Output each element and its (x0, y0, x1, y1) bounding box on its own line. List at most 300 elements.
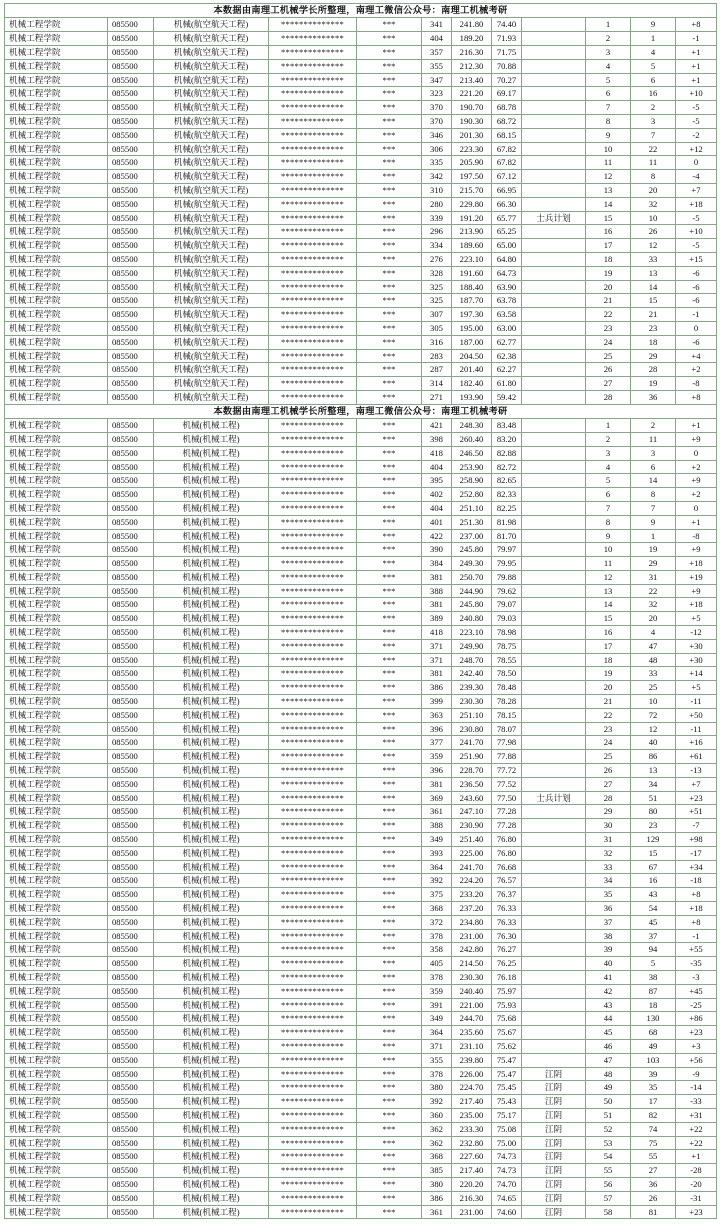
retest-score-cell: 221.20 (452, 87, 492, 101)
candidate-id-cell: ************** (269, 46, 357, 60)
major-code-cell: 085500 (108, 971, 154, 985)
final-rank-cell: 35 (586, 888, 631, 902)
major-name-cell: 机械(航空航天工程) (154, 390, 269, 404)
school-cell: 机械工程学院 (5, 1108, 108, 1122)
initial-score-cell: 396 (422, 764, 452, 778)
school-cell: 机械工程学院 (5, 156, 108, 170)
total-score-cell: 77.50 (492, 791, 522, 805)
table-row (5, 239, 717, 253)
initial-rank-cell: 19 (631, 377, 676, 391)
section-note: 本数据由南理工机械学长所整理，南理工微信公众号：南理工机械考研 (5, 404, 717, 418)
total-score-cell: 67.82 (492, 156, 522, 170)
initial-score-cell: 386 (422, 1191, 452, 1205)
retest-score-cell: 241.70 (452, 860, 492, 874)
final-rank-cell: 57 (586, 1191, 631, 1205)
total-score-cell: 66.30 (492, 197, 522, 211)
candidate-id-cell: ************** (269, 695, 357, 709)
section-note: 本数据由南理工机械学长所整理，南理工微信公众号：南理工机械考研 (5, 4, 717, 18)
candidate-name-cell: *** (357, 32, 422, 46)
initial-rank-cell: 11 (631, 156, 676, 170)
rank-change-cell: +9 (676, 432, 717, 446)
table-row (5, 377, 717, 391)
retest-score-cell: 242.80 (452, 943, 492, 957)
initial-score-cell: 359 (422, 984, 452, 998)
rank-change-cell: +1 (676, 515, 717, 529)
rank-change-cell: +9 (676, 543, 717, 557)
initial-rank-cell: 14 (631, 280, 676, 294)
school-cell: 机械工程学院 (5, 1081, 108, 1095)
initial-score-cell: 390 (422, 543, 452, 557)
table-row (5, 114, 717, 128)
school-cell: 机械工程学院 (5, 722, 108, 736)
retest-score-cell: 220.20 (452, 1177, 492, 1191)
major-name-cell: 机械(航空航天工程) (154, 321, 269, 335)
total-score-cell: 63.00 (492, 321, 522, 335)
major-code-cell: 085500 (108, 860, 154, 874)
candidate-id-cell: ************** (269, 1026, 357, 1040)
final-rank-cell: 27 (586, 377, 631, 391)
retest-score-cell: 236.50 (452, 777, 492, 791)
school-cell: 机械工程学院 (5, 321, 108, 335)
plan-note-cell (522, 543, 586, 557)
major-name-cell: 机械(航空航天工程) (154, 114, 269, 128)
final-rank-cell: 9 (586, 529, 631, 543)
retest-score-cell: 240.80 (452, 612, 492, 626)
candidate-name-cell: *** (357, 529, 422, 543)
candidate-name-cell: *** (357, 1081, 422, 1095)
major-name-cell: 机械(机械工程) (154, 998, 269, 1012)
table-row (5, 971, 717, 985)
initial-rank-cell: 6 (631, 460, 676, 474)
plan-note-cell (522, 695, 586, 709)
school-cell: 机械工程学院 (5, 363, 108, 377)
total-score-cell: 78.48 (492, 681, 522, 695)
table-row (5, 846, 717, 860)
table-row (5, 708, 717, 722)
retest-score-cell: 213.40 (452, 73, 492, 87)
plan-note-cell: 江阴 (522, 1205, 586, 1219)
school-cell: 机械工程学院 (5, 764, 108, 778)
initial-score-cell: 381 (422, 598, 452, 612)
retest-score-cell: 229.80 (452, 197, 492, 211)
candidate-name-cell: *** (357, 626, 422, 640)
initial-rank-cell: 33 (631, 667, 676, 681)
retest-score-cell: 241.80 (452, 18, 492, 32)
retest-score-cell: 230.30 (452, 695, 492, 709)
school-cell: 机械工程学院 (5, 252, 108, 266)
major-name-cell: 机械(航空航天工程) (154, 335, 269, 349)
retest-score-cell: 228.70 (452, 764, 492, 778)
retest-score-cell: 221.00 (452, 998, 492, 1012)
major-name-cell: 机械(航空航天工程) (154, 73, 269, 87)
plan-note-cell: 士兵计划 (522, 791, 586, 805)
final-rank-cell: 3 (586, 446, 631, 460)
plan-note-cell (522, 280, 586, 294)
candidate-id-cell: ************** (269, 902, 357, 916)
candidate-id-cell: ************** (269, 294, 357, 308)
major-code-cell: 085500 (108, 1012, 154, 1026)
rank-change-cell: 0 (676, 501, 717, 515)
major-name-cell: 机械(机械工程) (154, 1205, 269, 1219)
initial-rank-cell: 68 (631, 1026, 676, 1040)
final-rank-cell: 56 (586, 1177, 631, 1191)
major-code-cell: 085500 (108, 1136, 154, 1150)
major-code-cell: 085500 (108, 308, 154, 322)
candidate-id-cell: ************** (269, 998, 357, 1012)
initial-score-cell: 364 (422, 860, 452, 874)
final-rank-cell: 2 (586, 432, 631, 446)
initial-score-cell: 368 (422, 902, 452, 916)
initial-rank-cell: 5 (631, 59, 676, 73)
candidate-id-cell: ************** (269, 501, 357, 515)
total-score-cell: 78.75 (492, 639, 522, 653)
final-rank-cell: 32 (586, 846, 631, 860)
final-rank-cell: 43 (586, 998, 631, 1012)
major-code-cell: 085500 (108, 543, 154, 557)
initial-rank-cell: 36 (631, 1177, 676, 1191)
total-score-cell: 81.70 (492, 529, 522, 543)
plan-note-cell (522, 529, 586, 543)
major-name-cell: 机械(航空航天工程) (154, 294, 269, 308)
candidate-name-cell: *** (357, 225, 422, 239)
table-row (5, 488, 717, 502)
final-rank-cell: 5 (586, 474, 631, 488)
plan-note-cell (522, 860, 586, 874)
rank-change-cell: -35 (676, 957, 717, 971)
major-code-cell: 085500 (108, 280, 154, 294)
major-code-cell: 085500 (108, 128, 154, 142)
initial-rank-cell: 1 (631, 32, 676, 46)
initial-score-cell: 421 (422, 419, 452, 433)
initial-rank-cell: 43 (631, 888, 676, 902)
rank-change-cell: +34 (676, 860, 717, 874)
candidate-id-cell: ************** (269, 1136, 357, 1150)
rank-change-cell: -6 (676, 280, 717, 294)
major-code-cell: 085500 (108, 1081, 154, 1095)
major-name-cell: 机械(机械工程) (154, 1081, 269, 1095)
final-rank-cell: 1 (586, 18, 631, 32)
retest-score-cell: 233.20 (452, 888, 492, 902)
major-name-cell: 机械(航空航天工程) (154, 363, 269, 377)
table-row (5, 777, 717, 791)
retest-score-cell: 223.10 (452, 626, 492, 640)
candidate-id-cell: ************** (269, 543, 357, 557)
total-score-cell: 83.48 (492, 419, 522, 433)
initial-rank-cell: 32 (631, 197, 676, 211)
initial-score-cell: 369 (422, 791, 452, 805)
candidate-name-cell: *** (357, 667, 422, 681)
candidate-id-cell: ************** (269, 515, 357, 529)
candidate-name-cell: *** (357, 390, 422, 404)
total-score-cell: 82.33 (492, 488, 522, 502)
candidate-name-cell: *** (357, 156, 422, 170)
final-rank-cell: 36 (586, 902, 631, 916)
rank-change-cell: -8 (676, 529, 717, 543)
school-cell: 机械工程学院 (5, 225, 108, 239)
rank-change-cell: +30 (676, 653, 717, 667)
rank-change-cell: -11 (676, 722, 717, 736)
total-score-cell: 82.65 (492, 474, 522, 488)
final-rank-cell: 37 (586, 915, 631, 929)
candidate-id-cell: ************** (269, 667, 357, 681)
initial-rank-cell: 8 (631, 170, 676, 184)
initial-rank-cell: 103 (631, 1053, 676, 1067)
candidate-id-cell: ************** (269, 73, 357, 87)
total-score-cell: 75.93 (492, 998, 522, 1012)
initial-rank-cell: 35 (631, 1081, 676, 1095)
school-cell: 机械工程学院 (5, 294, 108, 308)
major-name-cell: 机械(机械工程) (154, 777, 269, 791)
final-rank-cell: 31 (586, 833, 631, 847)
candidate-id-cell: ************** (269, 984, 357, 998)
major-name-cell: 机械(机械工程) (154, 929, 269, 943)
school-cell: 机械工程学院 (5, 1095, 108, 1109)
total-score-cell: 75.17 (492, 1108, 522, 1122)
table-row (5, 73, 717, 87)
initial-score-cell: 391 (422, 998, 452, 1012)
school-cell: 机械工程学院 (5, 183, 108, 197)
candidate-id-cell: ************** (269, 681, 357, 695)
final-rank-cell: 25 (586, 750, 631, 764)
final-rank-cell: 17 (586, 239, 631, 253)
major-code-cell: 085500 (108, 998, 154, 1012)
total-score-cell: 74.60 (492, 1205, 522, 1219)
candidate-id-cell: ************** (269, 239, 357, 253)
table-row (5, 1177, 717, 1191)
major-name-cell: 机械(航空航天工程) (154, 266, 269, 280)
plan-note-cell (522, 349, 586, 363)
final-rank-cell: 12 (586, 170, 631, 184)
retest-score-cell: 258.90 (452, 474, 492, 488)
school-cell: 机械工程学院 (5, 349, 108, 363)
rank-change-cell: -5 (676, 211, 717, 225)
retest-score-cell: 191.60 (452, 266, 492, 280)
candidate-id-cell: ************** (269, 1164, 357, 1178)
retest-score-cell: 252.80 (452, 488, 492, 502)
initial-rank-cell: 72 (631, 708, 676, 722)
table-row (5, 653, 717, 667)
retest-score-cell: 249.90 (452, 639, 492, 653)
retest-score-cell: 225.00 (452, 846, 492, 860)
final-rank-cell: 16 (586, 225, 631, 239)
initial-rank-cell: 6 (631, 73, 676, 87)
school-cell: 机械工程学院 (5, 18, 108, 32)
initial-rank-cell: 10 (631, 211, 676, 225)
candidate-name-cell: *** (357, 197, 422, 211)
candidate-name-cell: *** (357, 1095, 422, 1109)
school-cell: 机械工程学院 (5, 266, 108, 280)
major-code-cell: 085500 (108, 211, 154, 225)
candidate-id-cell: ************** (269, 529, 357, 543)
initial-rank-cell: 27 (631, 1164, 676, 1178)
candidate-name-cell: *** (357, 598, 422, 612)
rank-change-cell: +7 (676, 777, 717, 791)
final-rank-cell: 49 (586, 1081, 631, 1095)
major-name-cell: 机械(机械工程) (154, 819, 269, 833)
major-name-cell: 机械(机械工程) (154, 1108, 269, 1122)
plan-note-cell (522, 266, 586, 280)
initial-score-cell: 355 (422, 1053, 452, 1067)
school-cell: 机械工程学院 (5, 32, 108, 46)
final-rank-cell: 24 (586, 736, 631, 750)
retest-score-cell: 245.80 (452, 543, 492, 557)
retest-score-cell: 248.70 (452, 653, 492, 667)
initial-rank-cell: 4 (631, 626, 676, 640)
major-name-cell: 机械(航空航天工程) (154, 197, 269, 211)
school-cell: 机械工程学院 (5, 626, 108, 640)
table-row (5, 1053, 717, 1067)
school-cell: 机械工程学院 (5, 777, 108, 791)
candidate-name-cell: *** (357, 1191, 422, 1205)
candidate-id-cell: ************** (269, 860, 357, 874)
candidate-id-cell: ************** (269, 653, 357, 667)
final-rank-cell: 27 (586, 777, 631, 791)
candidate-name-cell: *** (357, 1012, 422, 1026)
school-cell: 机械工程学院 (5, 529, 108, 543)
rank-change-cell: 0 (676, 321, 717, 335)
final-rank-cell: 7 (586, 501, 631, 515)
school-cell: 机械工程学院 (5, 998, 108, 1012)
table-row (5, 819, 717, 833)
final-rank-cell: 42 (586, 984, 631, 998)
initial-score-cell: 361 (422, 805, 452, 819)
candidate-id-cell: ************** (269, 1177, 357, 1191)
initial-rank-cell: 10 (631, 695, 676, 709)
retest-score-cell: 235.60 (452, 1026, 492, 1040)
initial-rank-cell: 7 (631, 501, 676, 515)
section-note-row (5, 404, 717, 418)
initial-rank-cell: 36 (631, 390, 676, 404)
major-code-cell: 085500 (108, 1108, 154, 1122)
final-rank-cell: 21 (586, 695, 631, 709)
major-name-cell: 机械(航空航天工程) (154, 225, 269, 239)
retest-score-cell: 231.10 (452, 1039, 492, 1053)
total-score-cell: 75.68 (492, 1012, 522, 1026)
table-row (5, 294, 717, 308)
initial-rank-cell: 9 (631, 515, 676, 529)
candidate-id-cell: ************** (269, 598, 357, 612)
major-name-cell: 机械(机械工程) (154, 1026, 269, 1040)
total-score-cell: 82.88 (492, 446, 522, 460)
major-code-cell: 085500 (108, 708, 154, 722)
initial-rank-cell: 40 (631, 736, 676, 750)
total-score-cell: 77.28 (492, 805, 522, 819)
rank-change-cell: +14 (676, 667, 717, 681)
major-code-cell: 085500 (108, 225, 154, 239)
initial-score-cell: 371 (422, 1039, 452, 1053)
candidate-id-cell: ************** (269, 874, 357, 888)
total-score-cell: 79.97 (492, 543, 522, 557)
initial-rank-cell: 20 (631, 612, 676, 626)
candidate-id-cell: ************** (269, 805, 357, 819)
candidate-id-cell: ************** (269, 557, 357, 571)
initial-score-cell: 363 (422, 708, 452, 722)
total-score-cell: 74.40 (492, 18, 522, 32)
candidate-id-cell: ************** (269, 349, 357, 363)
major-name-cell: 机械(机械工程) (154, 805, 269, 819)
plan-note-cell (522, 598, 586, 612)
table-row (5, 681, 717, 695)
initial-rank-cell: 22 (631, 584, 676, 598)
initial-score-cell: 280 (422, 197, 452, 211)
plan-note-cell (522, 460, 586, 474)
plan-note-cell (522, 363, 586, 377)
candidate-id-cell: ************** (269, 1039, 357, 1053)
final-rank-cell: 58 (586, 1205, 631, 1219)
school-cell: 机械工程学院 (5, 488, 108, 502)
initial-rank-cell: 48 (631, 653, 676, 667)
major-name-cell: 机械(机械工程) (154, 984, 269, 998)
table-row (5, 501, 717, 515)
candidate-id-cell: ************** (269, 626, 357, 640)
major-name-cell: 机械(机械工程) (154, 570, 269, 584)
initial-score-cell: 328 (422, 266, 452, 280)
table-row (5, 170, 717, 184)
initial-rank-cell: 16 (631, 87, 676, 101)
final-rank-cell: 1 (586, 419, 631, 433)
total-score-cell: 74.73 (492, 1150, 522, 1164)
initial-rank-cell: 20 (631, 183, 676, 197)
rank-change-cell: +19 (676, 570, 717, 584)
retest-score-cell: 223.30 (452, 142, 492, 156)
major-name-cell: 机械(机械工程) (154, 860, 269, 874)
retest-score-cell: 217.40 (452, 1095, 492, 1109)
school-cell: 机械工程学院 (5, 860, 108, 874)
table-row (5, 598, 717, 612)
retest-score-cell: 231.00 (452, 1205, 492, 1219)
major-code-cell: 085500 (108, 736, 154, 750)
table-row (5, 419, 717, 433)
school-cell: 机械工程学院 (5, 902, 108, 916)
retest-score-cell: 191.20 (452, 211, 492, 225)
initial-score-cell: 377 (422, 736, 452, 750)
total-score-cell: 76.18 (492, 971, 522, 985)
major-name-cell: 机械(航空航天工程) (154, 156, 269, 170)
final-rank-cell: 38 (586, 929, 631, 943)
major-code-cell: 085500 (108, 612, 154, 626)
major-name-cell: 机械(机械工程) (154, 764, 269, 778)
retest-score-cell: 251.10 (452, 708, 492, 722)
major-name-cell: 机械(机械工程) (154, 957, 269, 971)
retest-score-cell: 250.70 (452, 570, 492, 584)
final-rank-cell: 15 (586, 612, 631, 626)
table-row (5, 349, 717, 363)
total-score-cell: 76.25 (492, 957, 522, 971)
major-code-cell: 085500 (108, 183, 154, 197)
retest-score-cell: 237.00 (452, 529, 492, 543)
initial-score-cell: 314 (422, 377, 452, 391)
rank-change-cell: -12 (676, 626, 717, 640)
candidate-id-cell: ************** (269, 764, 357, 778)
major-code-cell: 085500 (108, 1122, 154, 1136)
retest-score-cell: 244.90 (452, 584, 492, 598)
initial-score-cell: 380 (422, 1081, 452, 1095)
school-cell: 机械工程学院 (5, 1191, 108, 1205)
rank-change-cell: +5 (676, 681, 717, 695)
major-name-cell: 机械(机械工程) (154, 915, 269, 929)
school-cell: 机械工程学院 (5, 308, 108, 322)
major-code-cell: 085500 (108, 321, 154, 335)
major-code-cell: 085500 (108, 1053, 154, 1067)
major-code-cell: 085500 (108, 598, 154, 612)
retest-score-cell: 182.40 (452, 377, 492, 391)
initial-rank-cell: 29 (631, 349, 676, 363)
initial-rank-cell: 26 (631, 1191, 676, 1205)
candidate-name-cell: *** (357, 1039, 422, 1053)
total-score-cell: 68.78 (492, 101, 522, 115)
total-score-cell: 64.80 (492, 252, 522, 266)
school-cell: 机械工程学院 (5, 1122, 108, 1136)
